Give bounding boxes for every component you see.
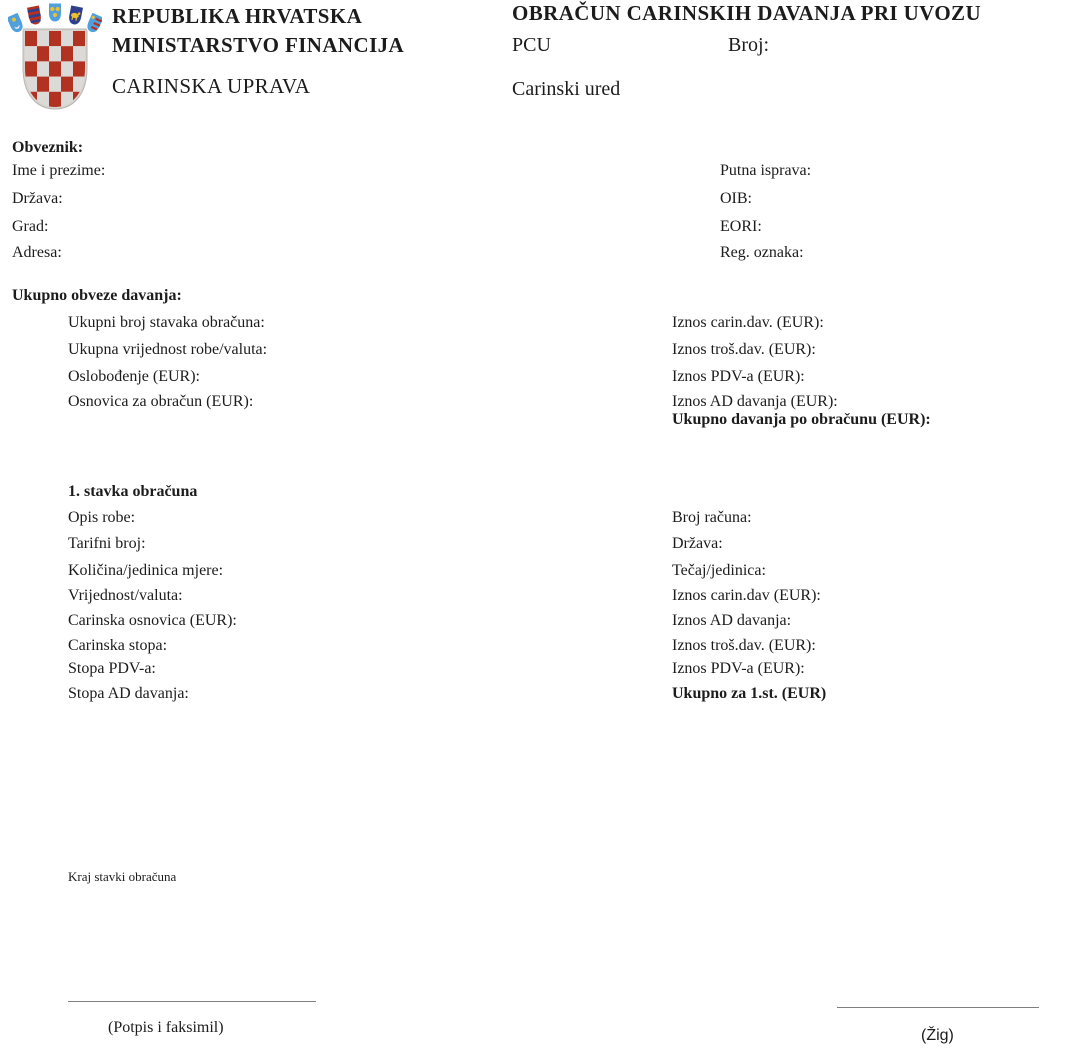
crown-shield-dubrovnik <box>26 5 42 26</box>
broj-label: Broj: <box>728 34 770 56</box>
crown-shield-istria <box>67 5 83 26</box>
label-tarifni-broj: Tarifni broj: <box>68 535 146 552</box>
stamp-line <box>837 1007 1039 1008</box>
label-carinska-stopa: Carinska stopa: <box>68 637 168 654</box>
end-of-items-note: Kraj stavki obračuna <box>68 869 177 884</box>
form-title: OBRAČUN CARINSKIH DAVANJA PRI UVOZU <box>512 1 982 25</box>
label-ime-i-prezime: Ime i prezime: <box>12 162 106 179</box>
label-iznos-carin-dav: Iznos carin.dav. (EUR): <box>672 314 824 331</box>
label-stopa-pdv: Stopa PDV-a: <box>68 660 156 677</box>
signature-line <box>68 1001 316 1002</box>
pcu-label: PCU <box>512 34 551 56</box>
label-broj-racuna: Broj računa: <box>672 509 752 526</box>
label-item-iznos-carin-dav: Iznos carin.dav (EUR): <box>672 587 821 604</box>
item1-heading: 1. stavka obračuna <box>68 483 198 500</box>
label-adresa: Adresa: <box>12 244 62 261</box>
label-item-iznos-pdv: Iznos PDV-a (EUR): <box>672 660 805 677</box>
label-oib: OIB: <box>720 190 752 207</box>
label-ukupno-davanja-po-obracunu: Ukupno davanja po obračunu (EUR): <box>672 411 931 428</box>
label-iznos-tros-dav: Iznos troš.dav. (EUR): <box>672 341 816 358</box>
label-grad: Grad: <box>12 218 49 235</box>
label-item-iznos-tros-dav: Iznos troš.dav. (EUR): <box>672 637 816 654</box>
label-osnovica-za-obracun: Osnovica za obračun (EUR): <box>68 393 254 410</box>
label-stopa-ad-davanja: Stopa AD davanja: <box>68 685 189 702</box>
crown-shield-dalmatia <box>49 3 62 22</box>
label-oslobodenje: Oslobođenje (EUR): <box>68 368 200 385</box>
croatian-coat-of-arms-icon <box>8 2 102 112</box>
label-item-drzava: Država: <box>672 535 723 552</box>
label-iznos-pdv: Iznos PDV-a (EUR): <box>672 368 805 385</box>
shield-checkerboard <box>25 31 85 107</box>
label-ukupni-broj-stavaka: Ukupni broj stavaka obračuna: <box>68 314 265 331</box>
label-vrijednost-valuta: Vrijednost/valuta: <box>68 587 183 604</box>
org-name-line3: CARINSKA UPRAVA <box>112 74 311 98</box>
label-reg-oznaka: Reg. oznaka: <box>720 244 804 261</box>
label-item-iznos-ad: Iznos AD davanja: <box>672 612 792 629</box>
customs-office-label: Carinski ured <box>512 78 621 100</box>
label-carinska-osnovica: Carinska osnovica (EUR): <box>68 612 237 629</box>
label-drzava: Država: <box>12 190 63 207</box>
label-eori: EORI: <box>720 218 762 235</box>
label-tecaj-jedinica: Tečaj/jedinica: <box>672 562 766 579</box>
label-ukupno-za-1st: Ukupno za 1.st. (EUR) <box>672 685 827 702</box>
stamp-label: (Žig) <box>921 1027 954 1044</box>
label-iznos-ad-davanja: Iznos AD davanja (EUR): <box>672 393 838 410</box>
org-name-line2: MINISTARSTVO FINANCIJA <box>112 33 405 57</box>
org-name-line1: REPUBLIKA HRVATSKA <box>112 4 363 28</box>
label-opis-robe: Opis robe: <box>68 509 136 526</box>
signature-label: (Potpis i faksimil) <box>108 1019 224 1036</box>
obveznik-heading: Obveznik: <box>12 139 84 156</box>
label-ukupna-vrijednost: Ukupna vrijednost robe/valuta: <box>68 341 268 358</box>
label-kolicina-jedinica: Količina/jedinica mjere: <box>68 562 224 579</box>
label-putna-isprava: Putna isprava: <box>720 162 812 179</box>
totals-heading: Ukupno obveze davanja: <box>12 287 182 304</box>
